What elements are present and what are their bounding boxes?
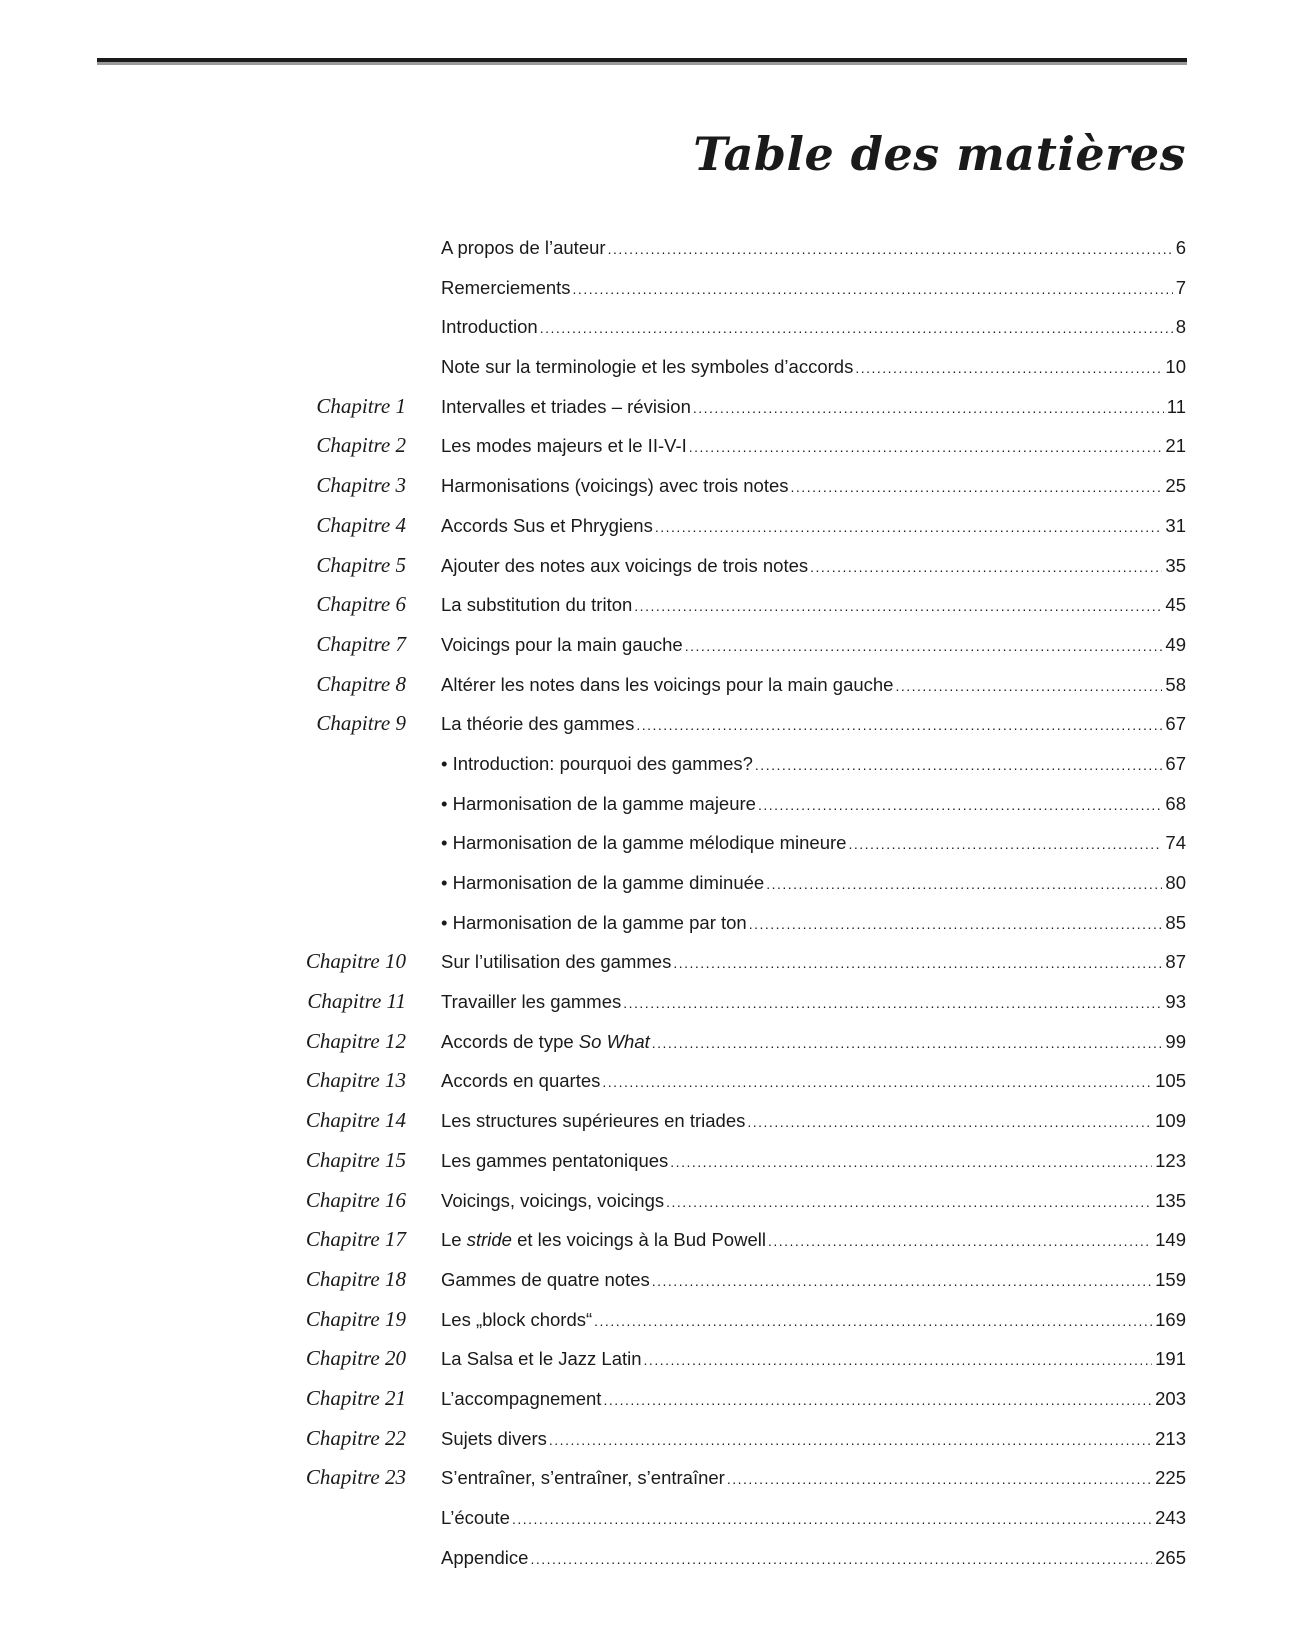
toc-entry	[0, 1538, 1302, 1578]
chapter-label: Chapitre 20	[305, 1346, 406, 1371]
toc-entry-line	[441, 942, 1186, 982]
chapter-label: Chapitre 16	[305, 1187, 406, 1212]
dot-leader	[693, 389, 1164, 427]
toc-entry-line	[441, 1181, 1186, 1221]
page-number: 149	[1155, 1229, 1186, 1251]
page-number: 49	[1165, 633, 1186, 655]
chapter-label: Chapitre 1	[316, 393, 406, 418]
entry-title-text: Appendice	[441, 1546, 529, 1568]
dot-leader	[895, 667, 1162, 705]
toc-entry-line	[441, 307, 1186, 347]
chapter-label: Chapitre 10	[305, 949, 406, 974]
page-number: 21	[1165, 435, 1186, 457]
page-number: 93	[1165, 991, 1186, 1013]
chapter-label: Chapitre 11	[307, 989, 406, 1014]
toc-entry	[0, 982, 1302, 1022]
toc-entry	[0, 1300, 1302, 1340]
chapter-label: Chapitre 8	[316, 671, 406, 696]
chapter-label: Chapitre 17	[305, 1227, 406, 1252]
entry-title-text: Accords Sus et Phrygiens	[441, 514, 653, 536]
toc-entry-line	[441, 1419, 1186, 1459]
entry-title	[441, 466, 789, 506]
dot-leader	[749, 905, 1163, 943]
page-title: Table des matières	[693, 126, 1186, 181]
entry-title-text: Intervalles et triades – révision	[441, 395, 691, 417]
toc-entry-line	[441, 863, 1186, 903]
entry-title	[441, 1101, 745, 1141]
chapter-label: Chapitre 14	[305, 1108, 406, 1133]
toc-entry-line	[441, 426, 1186, 466]
toc-entry	[0, 1220, 1302, 1260]
toc-entry	[0, 784, 1302, 824]
page-number: 58	[1165, 673, 1186, 695]
entry-title-text: Altérer les notes dans les voicings pour la main gauche	[441, 673, 894, 695]
toc-entry-line	[441, 982, 1186, 1022]
entry-title-text: La Salsa et le Jazz Latin	[441, 1348, 642, 1370]
page-number: 67	[1165, 752, 1186, 774]
toc-entry-line	[441, 1339, 1186, 1379]
dot-leader	[673, 944, 1162, 982]
page-number: 35	[1165, 554, 1186, 576]
toc-entry	[0, 1181, 1302, 1221]
chapter-label: Chapitre 9	[316, 711, 406, 736]
dot-leader	[791, 468, 1163, 506]
toc-entry-line	[441, 903, 1186, 943]
dot-leader	[540, 309, 1173, 347]
entry-title-text: • Harmonisation de la gamme majeure	[441, 792, 756, 814]
dot-leader	[603, 1381, 1152, 1419]
table-of-contents	[0, 228, 1302, 1577]
toc-entry-line	[441, 466, 1186, 506]
chapter-label: Chapitre 5	[316, 552, 406, 577]
dot-leader	[530, 1540, 1152, 1578]
chapter-label: Chapitre 21	[305, 1385, 406, 1410]
toc-entry-line	[441, 1022, 1186, 1062]
toc-entry	[0, 228, 1302, 268]
entry-title-text: Ajouter des notes aux voicings de trois notes	[441, 554, 809, 576]
entry-title-text: • Harmonisation de la gamme diminuée	[441, 872, 765, 893]
entry-title	[441, 784, 756, 824]
entry-title	[441, 982, 621, 1022]
dot-leader	[747, 1103, 1152, 1141]
entry-title	[441, 1419, 547, 1459]
entry-title	[441, 228, 606, 268]
dot-leader	[608, 230, 1173, 268]
page-number: 80	[1165, 872, 1186, 893]
chapter-label: Chapitre 12	[305, 1028, 406, 1053]
toc-entry	[0, 665, 1302, 705]
entry-title-text: Voicings pour la main gauche	[441, 633, 683, 655]
entry-title-text: Sujets divers	[441, 1427, 547, 1449]
entry-title	[441, 1220, 766, 1260]
toc-entry-line	[441, 347, 1186, 387]
entry-title-text: L’écoute	[441, 1507, 510, 1528]
dot-leader	[810, 548, 1162, 586]
entry-title-text: Travailler les gammes	[441, 991, 622, 1013]
page-number: 105	[1155, 1070, 1186, 1092]
dot-leader	[573, 270, 1173, 308]
toc-entry-line	[441, 1538, 1186, 1578]
dot-leader	[758, 786, 1162, 824]
page-number: 68	[1165, 792, 1186, 814]
page-number: 31	[1165, 514, 1186, 536]
dot-leader	[549, 1421, 1152, 1459]
dot-leader	[594, 1302, 1152, 1340]
chapter-label: Chapitre 15	[305, 1147, 406, 1172]
page-number: 11	[1166, 395, 1186, 417]
entry-title	[441, 1300, 592, 1340]
page-number: 159	[1155, 1268, 1186, 1290]
toc-entry	[0, 1061, 1302, 1101]
chapter-label: Chapitre 2	[316, 433, 406, 458]
toc-entry	[0, 1260, 1302, 1300]
chapter-label: Chapitre 19	[305, 1306, 406, 1331]
toc-entry-line	[441, 1260, 1186, 1300]
page-number: 74	[1165, 832, 1186, 854]
toc-entry	[0, 1498, 1302, 1538]
entry-title	[441, 387, 691, 427]
entry-title-italic: stride	[466, 1229, 512, 1251]
entry-title-text: Harmonisations (voicings) avec trois notes	[441, 475, 789, 497]
toc-entry-line	[441, 1458, 1186, 1498]
entry-title-text: S’entraîner, s’entraîner, s’entraîner	[441, 1467, 725, 1489]
page-number: 265	[1155, 1546, 1186, 1568]
entry-title-text: Accords en quartes	[441, 1070, 601, 1092]
toc-entry	[0, 744, 1302, 784]
toc-entry	[0, 1458, 1302, 1498]
entry-title-text: • Harmonisation de la gamme par ton	[441, 911, 747, 933]
page-number: 109	[1155, 1110, 1186, 1132]
toc-entry-line	[441, 1141, 1186, 1181]
toc-entry	[0, 585, 1302, 625]
entry-title	[441, 863, 764, 903]
dot-leader	[652, 1262, 1152, 1300]
toc-entry	[0, 466, 1302, 506]
dot-leader	[670, 1143, 1152, 1181]
entry-title	[441, 744, 753, 784]
entry-title-italic: So What	[578, 1030, 650, 1052]
toc-entry	[0, 823, 1302, 863]
entry-title	[441, 665, 893, 705]
dot-leader	[623, 984, 1162, 1022]
toc-entry	[0, 1022, 1302, 1062]
chapter-label: Chapitre 18	[305, 1266, 406, 1291]
entry-title	[441, 426, 687, 466]
toc-entry-line	[441, 506, 1186, 546]
entry-title	[441, 1022, 650, 1062]
toc-entry-line	[441, 1300, 1186, 1340]
entry-title	[441, 704, 634, 744]
toc-entry-line	[441, 625, 1186, 665]
dot-leader	[634, 587, 1162, 625]
page-number: 213	[1155, 1427, 1186, 1449]
page-number: 8	[1175, 316, 1186, 338]
dot-leader	[848, 825, 1162, 863]
toc-entry	[0, 625, 1302, 665]
dot-leader	[727, 1460, 1152, 1498]
chapter-label: Chapitre 6	[316, 592, 406, 617]
chapter-label: Chapitre 4	[316, 512, 406, 537]
page-number: 135	[1155, 1189, 1186, 1211]
toc-entry-line	[441, 268, 1186, 308]
entry-title-text: La substitution du triton	[441, 594, 633, 616]
dot-leader	[636, 706, 1162, 744]
toc-entry	[0, 387, 1302, 427]
dot-leader	[685, 627, 1163, 665]
page-number: 203	[1155, 1387, 1186, 1409]
entry-title	[441, 1141, 668, 1181]
entry-title-text: • Harmonisation de la gamme mélodique mineure	[441, 832, 847, 854]
entry-title	[441, 1379, 601, 1419]
entry-title-text: Le	[441, 1229, 467, 1251]
page-number: 191	[1155, 1348, 1186, 1370]
entry-title-text: Les modes majeurs et le II-V-I	[441, 435, 687, 457]
page-number: 123	[1155, 1149, 1186, 1171]
toc-entry-line	[441, 665, 1186, 705]
entry-title-text: • Introduction: pourquoi des gammes?	[441, 752, 753, 774]
entry-title-text: Les „block chords“	[441, 1308, 593, 1330]
toc-entry	[0, 426, 1302, 466]
entry-title	[441, 585, 632, 625]
entry-title	[441, 268, 571, 308]
entry-title	[441, 1538, 528, 1578]
entry-title-text: Les structures supérieures en triades	[441, 1110, 746, 1132]
entry-title-after: et les voicings à la Bud Powell	[511, 1229, 766, 1251]
entry-title-text: Voicings, voicings, voicings	[441, 1189, 665, 1211]
dot-leader	[755, 746, 1163, 784]
toc-entry	[0, 268, 1302, 308]
chapter-label: Chapitre 13	[305, 1068, 406, 1093]
entry-title	[441, 347, 853, 387]
entry-title	[441, 1181, 664, 1221]
toc-entry-line	[441, 1379, 1186, 1419]
toc-entry	[0, 347, 1302, 387]
dot-leader	[644, 1341, 1153, 1379]
toc-entry	[0, 704, 1302, 744]
page-number: 87	[1165, 951, 1186, 973]
page-number: 10	[1165, 356, 1186, 378]
dot-leader	[512, 1500, 1152, 1538]
toc-entry	[0, 903, 1302, 943]
toc-entry-line	[441, 744, 1186, 784]
top-rule-shadow	[97, 62, 1187, 65]
entry-title-text: Introduction	[441, 316, 538, 338]
toc-entry	[0, 1101, 1302, 1141]
page-number: 6	[1175, 237, 1186, 258]
toc-entry	[0, 942, 1302, 982]
entry-title-text: Accords de type	[441, 1030, 579, 1052]
entry-title	[441, 506, 653, 546]
page-number: 169	[1155, 1308, 1186, 1330]
entry-title	[441, 625, 683, 665]
entry-title	[441, 1061, 600, 1101]
page-number: 243	[1155, 1507, 1186, 1528]
entry-title-text: Note sur la terminologie et les symboles d’accords	[441, 356, 854, 378]
chapter-label: Chapitre 3	[316, 473, 406, 498]
entry-title-text: Les gammes pentatoniques	[441, 1149, 669, 1171]
entry-title-text: L’accompagnement	[441, 1387, 602, 1409]
entry-title	[441, 546, 808, 586]
toc-entry	[0, 1379, 1302, 1419]
page-number: 99	[1165, 1030, 1186, 1052]
toc-entry-line	[441, 823, 1186, 863]
entry-title-text: Sur l’utilisation des gammes	[441, 951, 672, 973]
toc-entry-line	[441, 228, 1186, 268]
entry-title-text: Gammes de quatre notes	[441, 1268, 650, 1290]
toc-entry-line	[441, 546, 1186, 586]
dot-leader	[602, 1063, 1152, 1101]
toc-entry	[0, 506, 1302, 546]
entry-title	[441, 942, 671, 982]
entry-title	[441, 1498, 510, 1538]
entry-title	[441, 307, 538, 347]
entry-title-text: A propos de l’auteur	[441, 237, 606, 258]
toc-entry-line	[441, 1101, 1186, 1141]
toc-entry-line	[441, 585, 1186, 625]
toc-entry-line	[441, 704, 1186, 744]
page-number: 225	[1155, 1467, 1186, 1489]
entry-title-text: Remerciements	[441, 276, 571, 298]
toc-entry	[0, 546, 1302, 586]
chapter-label: Chapitre 7	[316, 631, 406, 656]
toc-entry	[0, 1141, 1302, 1181]
dot-leader	[666, 1183, 1152, 1221]
entry-title	[441, 1339, 642, 1379]
page-number: 25	[1165, 475, 1186, 497]
toc-entry	[0, 863, 1302, 903]
page-number: 85	[1165, 911, 1186, 933]
toc-entry-line	[441, 1498, 1186, 1538]
entry-title	[441, 823, 846, 863]
dot-leader	[655, 508, 1163, 546]
chapter-label: Chapitre 23	[305, 1465, 406, 1490]
dot-leader	[766, 865, 1162, 903]
dot-leader	[855, 349, 1162, 387]
page-number: 45	[1165, 594, 1186, 616]
toc-entry	[0, 307, 1302, 347]
toc-entry-line	[441, 1220, 1186, 1260]
dot-leader	[768, 1222, 1152, 1260]
page-number: 7	[1175, 276, 1186, 298]
entry-title-text: La théorie des gammes	[441, 713, 635, 735]
dot-leader	[652, 1024, 1163, 1062]
toc-entry-line	[441, 387, 1186, 427]
entry-title	[441, 1260, 650, 1300]
toc-entry	[0, 1419, 1302, 1459]
entry-title	[441, 903, 747, 943]
page-number: 67	[1165, 713, 1186, 735]
toc-entry-line	[441, 784, 1186, 824]
toc-entry-line	[441, 1061, 1186, 1101]
chapter-label: Chapitre 22	[305, 1425, 406, 1450]
toc-entry	[0, 1339, 1302, 1379]
dot-leader	[689, 428, 1163, 466]
entry-title	[441, 1458, 725, 1498]
